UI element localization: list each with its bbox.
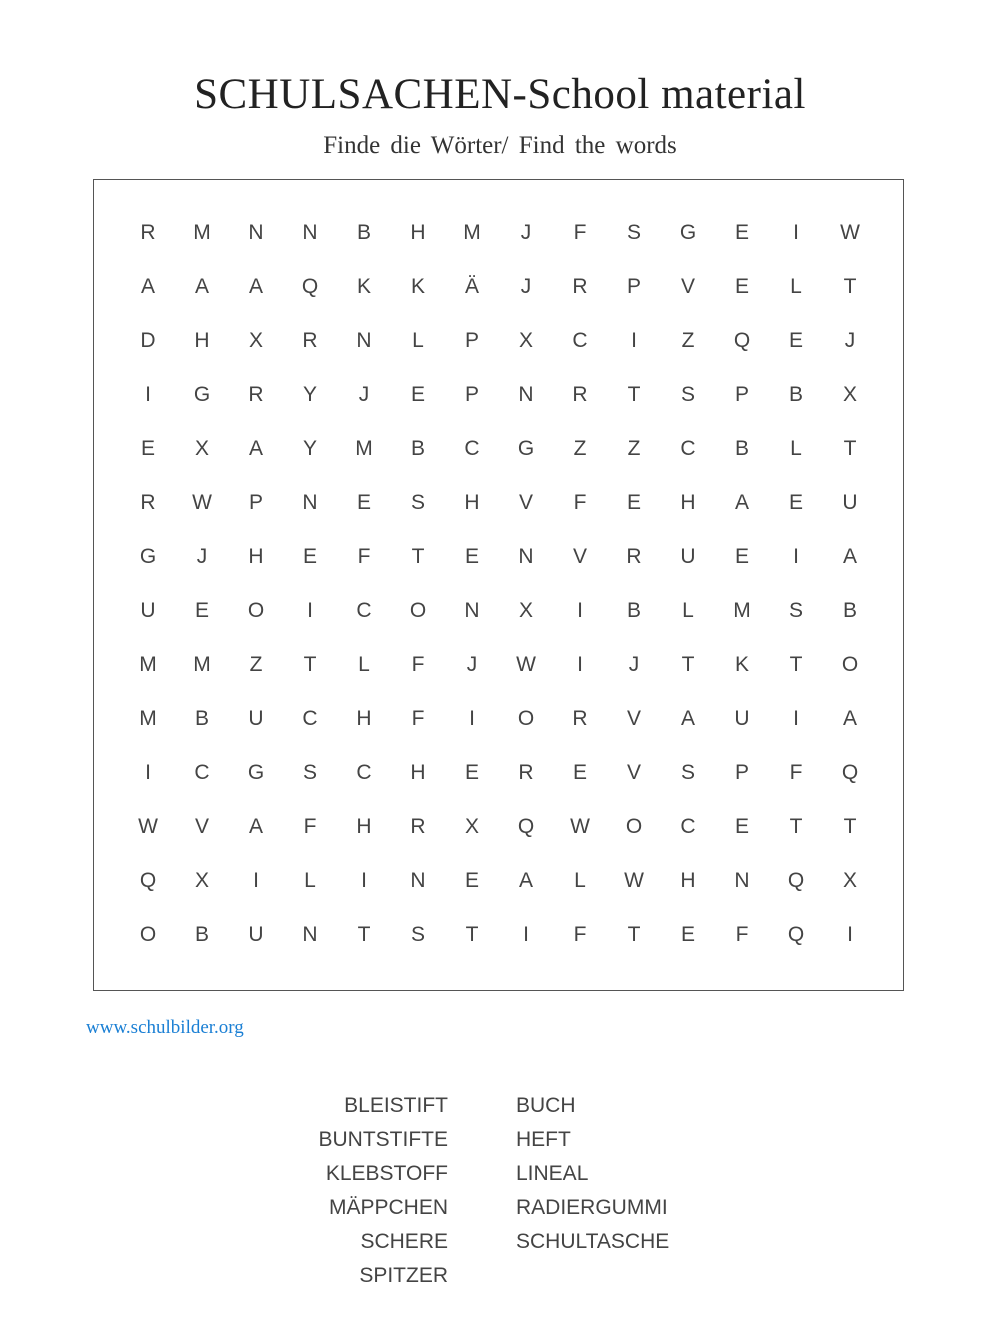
grid-letter[interactable]: H: [464, 491, 480, 514]
word-list-item: HEFT: [516, 1128, 571, 1151]
grid-letter[interactable]: I: [793, 707, 799, 730]
grid-letter[interactable]: T: [843, 437, 857, 460]
grid-letter[interactable]: U: [680, 545, 696, 568]
grid-letter[interactable]: A: [842, 545, 857, 568]
grid-letter[interactable]: I: [631, 329, 637, 352]
grid-letter[interactable]: X: [194, 869, 209, 892]
grid-letter[interactable]: G: [679, 221, 697, 244]
grid-letter[interactable]: V: [626, 707, 641, 730]
grid-letter[interactable]: V: [680, 275, 695, 298]
grid-letter[interactable]: E: [302, 545, 317, 568]
grid-letter[interactable]: Y: [302, 383, 317, 406]
grid-letter[interactable]: E: [464, 761, 479, 784]
grid-letter[interactable]: T: [303, 653, 317, 676]
grid-letter[interactable]: V: [194, 815, 209, 838]
grid-letter[interactable]: Q: [787, 923, 805, 946]
grid-letter[interactable]: R: [248, 383, 264, 406]
grid-letter[interactable]: G: [247, 761, 265, 784]
grid-letter[interactable]: O: [247, 599, 265, 622]
grid-letter[interactable]: C: [356, 761, 372, 784]
grid-letter[interactable]: T: [789, 653, 803, 676]
grid-letter[interactable]: X: [842, 869, 857, 892]
grid-letter[interactable]: P: [734, 383, 749, 406]
grid-letter[interactable]: J: [466, 653, 478, 676]
grid-letter[interactable]: R: [572, 707, 588, 730]
grid-letter[interactable]: U: [140, 599, 156, 622]
grid-letter[interactable]: E: [788, 491, 803, 514]
word-list-item: MÄPPCHEN: [328, 1196, 448, 1219]
grid-letter[interactable]: H: [410, 221, 426, 244]
word-list-item: LINEAL: [516, 1162, 589, 1185]
grid-letter[interactable]: V: [518, 491, 533, 514]
word-list-item: SCHERE: [360, 1230, 448, 1253]
grid-letter[interactable]: K: [734, 653, 749, 676]
grid-letter[interactable]: J: [358, 383, 370, 406]
grid-letter[interactable]: E: [572, 761, 587, 784]
grid-letter[interactable]: B: [410, 437, 425, 460]
word-list-item: RADIERGUMMI: [516, 1196, 668, 1219]
grid-letter[interactable]: P: [734, 761, 749, 784]
grid-letter[interactable]: W: [192, 491, 212, 514]
grid-letter[interactable]: I: [523, 923, 529, 946]
grid-letter[interactable]: W: [624, 869, 644, 892]
word-list-item: BUNTSTIFTE: [318, 1128, 448, 1151]
grid-letter[interactable]: E: [410, 383, 425, 406]
grid-letter[interactable]: F: [573, 221, 587, 244]
grid-letter[interactable]: I: [145, 383, 151, 406]
grid-letter[interactable]: T: [627, 923, 641, 946]
grid-letter[interactable]: A: [518, 869, 533, 892]
grid-letter[interactable]: F: [789, 761, 803, 784]
grid-letter[interactable]: Q: [301, 275, 319, 298]
grid-letter[interactable]: N: [410, 869, 426, 892]
grid-letter[interactable]: E: [356, 491, 371, 514]
grid-letter[interactable]: E: [734, 815, 749, 838]
grid-letter[interactable]: M: [139, 653, 157, 676]
grid-letter[interactable]: T: [681, 653, 695, 676]
grid-letter[interactable]: L: [304, 869, 316, 892]
grid-letter[interactable]: N: [464, 599, 480, 622]
grid-letter[interactable]: Z: [249, 653, 263, 676]
grid-letter[interactable]: M: [193, 221, 211, 244]
grid-letter[interactable]: S: [788, 599, 803, 622]
grid-letter[interactable]: A: [194, 275, 209, 298]
grid-letter[interactable]: Z: [627, 437, 641, 460]
grid-letter[interactable]: W: [138, 815, 158, 838]
grid-letter[interactable]: H: [194, 329, 210, 352]
grid-letter[interactable]: L: [790, 275, 802, 298]
grid-letter[interactable]: P: [464, 329, 479, 352]
grid-letter[interactable]: M: [139, 707, 157, 730]
grid-letter[interactable]: I: [361, 869, 367, 892]
grid-letter[interactable]: O: [409, 599, 427, 622]
grid-letter[interactable]: B: [788, 383, 803, 406]
grid-letter[interactable]: Y: [302, 437, 317, 460]
grid-letter[interactable]: L: [574, 869, 586, 892]
word-list-right: [516, 1089, 669, 1259]
grid-letter[interactable]: I: [577, 653, 583, 676]
word-list-left: [319, 1089, 449, 1293]
grid-letter[interactable]: I: [307, 599, 313, 622]
grid-letter[interactable]: Q: [841, 761, 859, 784]
grid-letter[interactable]: E: [464, 545, 479, 568]
grid-letter[interactable]: A: [842, 707, 857, 730]
grid-letter[interactable]: I: [793, 221, 799, 244]
grid-letter[interactable]: F: [303, 815, 317, 838]
grid-letter[interactable]: M: [463, 221, 481, 244]
grid-letter[interactable]: R: [140, 221, 156, 244]
grid-letter[interactable]: E: [680, 923, 695, 946]
grid-letter[interactable]: H: [356, 815, 372, 838]
grid-letter[interactable]: B: [734, 437, 749, 460]
grid-letter[interactable]: X: [518, 329, 533, 352]
grid-letter[interactable]: C: [572, 329, 588, 352]
grid-letter[interactable]: L: [412, 329, 424, 352]
grid-letter[interactable]: Z: [573, 437, 587, 460]
grid-letter[interactable]: H: [680, 491, 696, 514]
grid-letter[interactable]: I: [793, 545, 799, 568]
word-search-grid-frame: [93, 179, 904, 991]
grid-letter[interactable]: B: [626, 599, 641, 622]
grid-letter[interactable]: T: [843, 815, 857, 838]
grid-letter[interactable]: O: [139, 923, 157, 946]
grid-letter[interactable]: F: [573, 923, 587, 946]
grid-letter[interactable]: N: [248, 221, 264, 244]
word-search-grid: [121, 206, 877, 962]
grid-letter[interactable]: N: [734, 869, 750, 892]
grid-letter[interactable]: X: [842, 383, 857, 406]
word-list-item: SCHULTASCHE: [516, 1230, 670, 1253]
grid-letter[interactable]: T: [465, 923, 479, 946]
grid-letter[interactable]: T: [411, 545, 425, 568]
grid-letter[interactable]: K: [356, 275, 371, 298]
grid-letter[interactable]: E: [734, 545, 749, 568]
grid-letter[interactable]: E: [734, 221, 749, 244]
grid-letter[interactable]: H: [248, 545, 264, 568]
grid-letter[interactable]: C: [194, 761, 210, 784]
grid-letter[interactable]: T: [789, 815, 803, 838]
grid-letter[interactable]: R: [302, 329, 318, 352]
grid-letter[interactable]: G: [193, 383, 211, 406]
grid-letter[interactable]: N: [356, 329, 372, 352]
grid-letter[interactable]: X: [248, 329, 263, 352]
page-title: SCHULSACHEN-School material: [194, 71, 806, 118]
grid-letter[interactable]: I: [253, 869, 259, 892]
grid-letter[interactable]: J: [520, 221, 532, 244]
grid-letter[interactable]: J: [196, 545, 208, 568]
grid-letter[interactable]: H: [410, 761, 426, 784]
grid-letter[interactable]: T: [843, 275, 857, 298]
grid-letter[interactable]: N: [302, 221, 318, 244]
grid-letter[interactable]: M: [193, 653, 211, 676]
grid-letter[interactable]: A: [140, 275, 155, 298]
grid-letter[interactable]: O: [517, 707, 535, 730]
grid-letter[interactable]: N: [518, 383, 534, 406]
grid-letter[interactable]: C: [680, 437, 696, 460]
grid-letter[interactable]: N: [302, 491, 318, 514]
grid-letter[interactable]: F: [357, 545, 371, 568]
grid-letter[interactable]: U: [248, 707, 264, 730]
grid-letter[interactable]: Q: [787, 869, 805, 892]
grid-letter[interactable]: I: [145, 761, 151, 784]
grid-letter[interactable]: F: [411, 653, 425, 676]
grid-letter[interactable]: F: [735, 923, 749, 946]
grid-letter[interactable]: P: [626, 275, 641, 298]
grid-letter[interactable]: Q: [517, 815, 535, 838]
grid-letter[interactable]: C: [356, 599, 372, 622]
grid-letter[interactable]: E: [140, 437, 155, 460]
grid-letter[interactable]: V: [626, 761, 641, 784]
grid-letter[interactable]: A: [248, 275, 263, 298]
grid-letter[interactable]: A: [680, 707, 695, 730]
grid-letter[interactable]: A: [248, 815, 263, 838]
grid-letter[interactable]: Q: [139, 869, 157, 892]
grid-letter[interactable]: P: [248, 491, 263, 514]
grid-letter[interactable]: N: [302, 923, 318, 946]
grid-letter[interactable]: G: [139, 545, 157, 568]
grid-letter[interactable]: O: [625, 815, 643, 838]
grid-letter[interactable]: W: [516, 653, 536, 676]
grid-letter[interactable]: A: [248, 437, 263, 460]
grid-letter[interactable]: T: [627, 383, 641, 406]
grid-letter[interactable]: U: [248, 923, 264, 946]
grid-letter[interactable]: K: [410, 275, 425, 298]
grid-letter[interactable]: V: [572, 545, 587, 568]
grid-letter[interactable]: R: [518, 761, 534, 784]
grid-letter[interactable]: J: [844, 329, 856, 352]
grid-letter[interactable]: I: [469, 707, 475, 730]
grid-letter[interactable]: B: [356, 221, 371, 244]
grid-letter[interactable]: I: [577, 599, 583, 622]
word-list-item: BUCH: [516, 1094, 576, 1117]
grid-letter[interactable]: U: [842, 491, 858, 514]
grid-letter[interactable]: S: [626, 221, 641, 244]
grid-letter[interactable]: W: [570, 815, 590, 838]
grid-letter[interactable]: P: [464, 383, 479, 406]
grid-letter[interactable]: X: [518, 599, 533, 622]
grid-letter[interactable]: J: [628, 653, 640, 676]
grid-letter[interactable]: R: [140, 491, 156, 514]
grid-letter[interactable]: D: [140, 329, 156, 352]
grid-letter[interactable]: M: [355, 437, 373, 460]
grid-letter[interactable]: X: [194, 437, 209, 460]
grid-letter[interactable]: C: [464, 437, 480, 460]
grid-letter[interactable]: S: [680, 383, 695, 406]
website-link[interactable]: www.schulbilder.org: [86, 1017, 244, 1038]
grid-letter[interactable]: T: [357, 923, 371, 946]
grid-letter[interactable]: J: [520, 275, 532, 298]
grid-letter[interactable]: O: [841, 653, 859, 676]
grid-letter[interactable]: Ä: [464, 275, 479, 298]
grid-letter[interactable]: L: [358, 653, 370, 676]
grid-letter[interactable]: C: [302, 707, 318, 730]
word-list-item: BLEISTIFT: [344, 1094, 448, 1117]
grid-letter[interactable]: F: [411, 707, 425, 730]
grid-letter[interactable]: M: [733, 599, 751, 622]
grid-letter[interactable]: N: [518, 545, 534, 568]
word-list-item: SPITZER: [359, 1264, 448, 1287]
grid-letter[interactable]: H: [356, 707, 372, 730]
grid-letter[interactable]: E: [788, 329, 803, 352]
grid-letter[interactable]: Z: [681, 329, 695, 352]
grid-letter[interactable]: B: [194, 923, 209, 946]
grid-letter[interactable]: S: [410, 491, 425, 514]
grid-letter[interactable]: F: [573, 491, 587, 514]
grid-letter[interactable]: L: [790, 437, 802, 460]
grid-letter[interactable]: E: [194, 599, 209, 622]
grid-letter[interactable]: E: [626, 491, 641, 514]
grid-letter[interactable]: E: [734, 275, 749, 298]
grid-letter[interactable]: R: [626, 545, 642, 568]
grid-letter[interactable]: S: [410, 923, 425, 946]
grid-letter[interactable]: B: [842, 599, 857, 622]
grid-letter[interactable]: X: [464, 815, 479, 838]
word-list-item: KLEBSTOFF: [325, 1162, 448, 1185]
grid-letter[interactable]: L: [682, 599, 694, 622]
grid-letter[interactable]: S: [302, 761, 317, 784]
grid-letter[interactable]: I: [847, 923, 853, 946]
grid-letter[interactable]: R: [410, 815, 426, 838]
grid-letter[interactable]: C: [680, 815, 696, 838]
grid-letter[interactable]: R: [572, 383, 588, 406]
grid-letter[interactable]: Q: [733, 329, 751, 352]
grid-letter[interactable]: G: [517, 437, 535, 460]
grid-letter[interactable]: A: [734, 491, 749, 514]
grid-letter[interactable]: S: [680, 761, 695, 784]
grid-letter[interactable]: B: [194, 707, 209, 730]
grid-letter[interactable]: E: [464, 869, 479, 892]
grid-letter[interactable]: H: [680, 869, 696, 892]
grid-letter[interactable]: U: [734, 707, 750, 730]
page-subtitle: Finde die Wörter/ Find the words: [323, 132, 677, 159]
grid-letter[interactable]: W: [840, 221, 860, 244]
grid-letter[interactable]: R: [572, 275, 588, 298]
